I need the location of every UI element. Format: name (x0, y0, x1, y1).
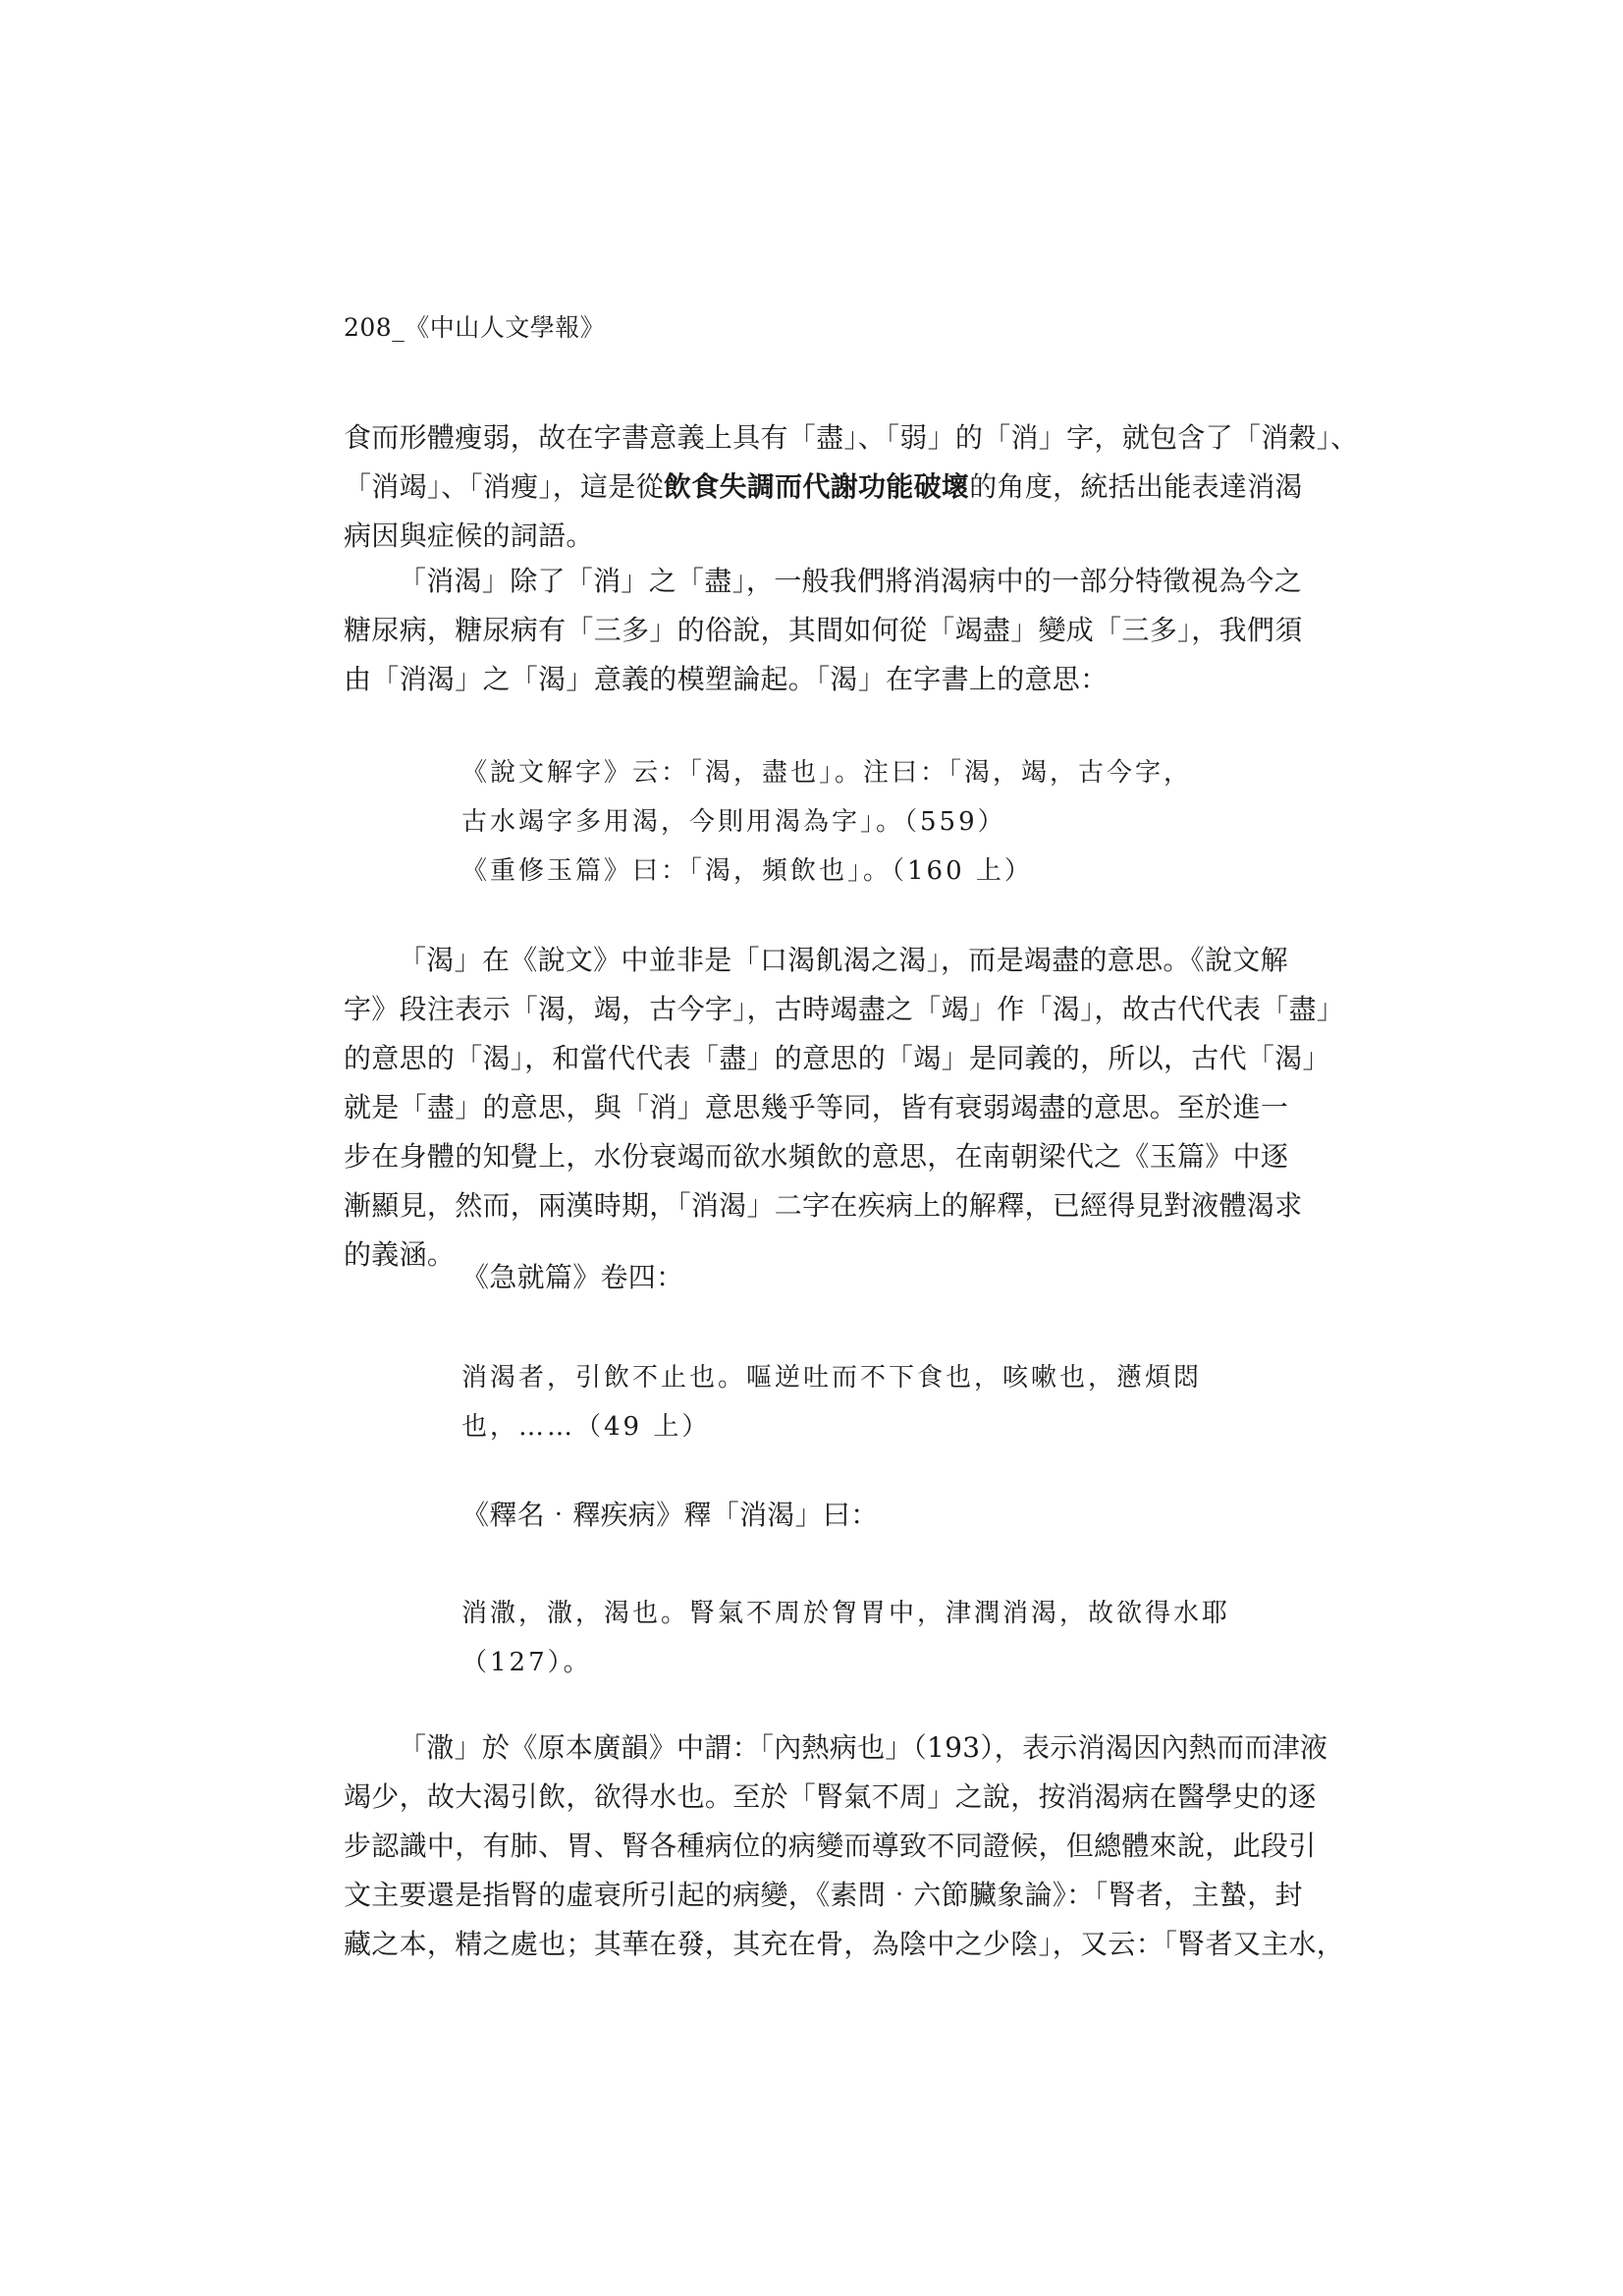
text-line: 「渴」在《說文》中並非是「口渴飢渴之渴」，而是竭盡的意思。《說文解 (399, 944, 1288, 976)
text-line: 「消渴」除了「消」之「盡」，一般我們將消渴病中的一部分特徵視為今之 (399, 565, 1302, 597)
text-line: 字》段注表示「渴，竭，古今字」，古時竭盡之「竭」作「渴」，故古代代表「盡」 (344, 993, 1345, 1025)
block-quote-1 (461, 748, 1306, 896)
running-head: 208_《中山人文學報》 (344, 313, 606, 342)
paragraph-1 (344, 413, 1359, 561)
text-line: 《急就篇》卷四： (461, 1261, 684, 1293)
text-line: 竭少，故大渴引飲，欲得水也。至於「腎氣不周」之說，按消渴病在醫學史的逐 (344, 1780, 1317, 1813)
text-line: 藏之本，精之處也；其華在發，其充在骨，為陰中之少陰」，又云：「腎者又主水， (344, 1928, 1345, 1960)
quote-line: 《說文解字》云：「渴，盡也」。注曰：「渴，竭，古今字， (461, 758, 1193, 788)
text-line: 文主要還是指腎的虛衰所引起的病變，《素問‧六節臟象論》：「腎者，主蟄，封 (344, 1879, 1303, 1911)
text-line: 就是「盡」的意思，與「消」意思幾乎等同，皆有衰弱竭盡的意思。至於進一 (344, 1091, 1289, 1123)
quote-line: 消渴者，引飲不止也。嘔逆吐而不下食也，咳嗽也，懣煩悶 (461, 1363, 1203, 1393)
paragraph-3 (344, 936, 1345, 1280)
quote-line: （127）。 (461, 1648, 592, 1677)
text-line (344, 463, 1301, 512)
quote-line: 古水竭字多用渴，今則用渴為字」。（559） (461, 807, 1006, 837)
quote-line: 也，……（49 上） (461, 1412, 711, 1442)
text-line: 步在身體的知覺上，水份衰竭而欲水頻飲的意思，在南朝梁代之《玉篇》中逐 (344, 1140, 1289, 1173)
text-line: 步認識中，有肺、胃、腎各種病位的病變而導致不同證候，但總體來說，此段引 (344, 1830, 1317, 1862)
quote-line: 消潵，潵，渴也。腎氣不周於胷胃中，津潤消渴，故欲得水耶 (461, 1599, 1231, 1628)
paragraph-2 (344, 557, 1301, 704)
text-line: 病因與症候的詞語。 (344, 519, 594, 552)
text-line: 的義涵。 (344, 1238, 456, 1271)
text-line: 漸顯見，然而，兩漢時期，「消渴」二字在疾病上的解釋，已經得見對液體渴求 (344, 1189, 1303, 1222)
text-line: 由「消渴」之「渴」意義的模塑論起。「渴」在字書上的意思： (344, 663, 1109, 695)
text-run: 的角度，統括出能表達消渴 (969, 470, 1303, 503)
text-run: 「消竭」、「消瘦」，這是從 (344, 470, 664, 503)
block-quote-3 (461, 1589, 1306, 1687)
text-line: 的意思的「渴」，和當代代表「盡」的意思的「竭」是同義的，所以，古代「渴」 (344, 1042, 1330, 1074)
paragraph-4 (344, 1723, 1345, 1969)
text-line: 糖尿病，糖尿病有「三多」的俗說，其間如何從「竭盡」變成「三多」，我們須 (344, 614, 1303, 646)
text-line: 《釋名‧釋疾病》釋「消渴」曰： (461, 1499, 879, 1531)
intro-shiming (461, 1491, 1306, 1540)
quote-line: 《重修玉篇》曰：「渴，頻飲也」。（160 上） (461, 856, 1033, 886)
text-line: 「潵」於《原本廣韻》中謂：「內熱病也」（193），表示消渴因內熱而而津液 (399, 1731, 1328, 1764)
intro-jijiupian (461, 1253, 1306, 1302)
block-quote-2 (461, 1353, 1306, 1451)
text-line: 食而形體瘦弱，故在字書意義上具有「盡」、「弱」的「消」字，就包含了「消穀」、 (344, 421, 1359, 454)
bold-phrase: 飲食失調而代謝功能破壞 (663, 470, 970, 503)
